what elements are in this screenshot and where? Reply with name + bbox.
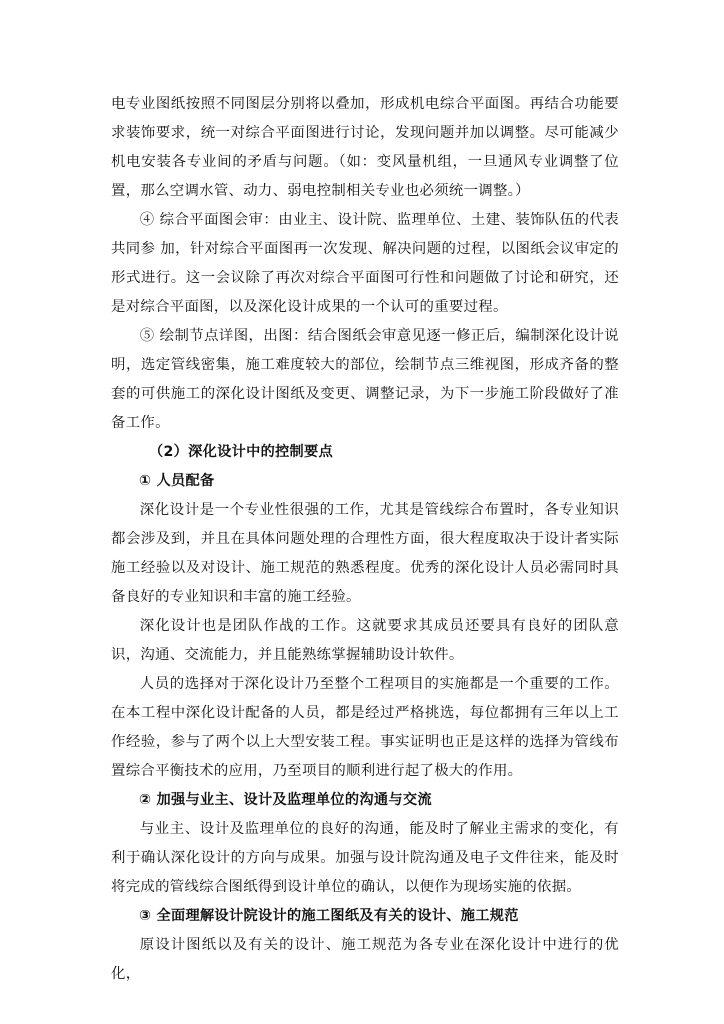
paragraph: ⑤ 绘制节点详图，出图：结合图纸会审意见逐一修正后，编制深化设计说明，选定管线密集，施工难度较大的部位，绘制节点三维视图，形成齐备的整套的可供施工的深化设计图纸及变更、调整记录，为下一步施工阶段做好了准备工作。 bbox=[111, 328, 619, 431]
subsection-heading: ③ 全面理解设计院设计的施工图纸及有关的设计、施工规范 bbox=[139, 908, 519, 924]
paragraph: 人员的选择对于深化设计乃至整个工程项目的实施都是一个重要的工作。在本工程中深化设计配备的人员，都是经过严格挑选，每位都拥有三年以上工作经验，参与了两个以上大型安装工程。事实证明也正是这样的选择为管线布置综合平衡技术的应用，乃至项目的顺利进行起了极大的作用。 bbox=[111, 676, 619, 779]
paragraph: 与业主、设计及监理单位的良好的沟通，能及时了解业主需求的变化，有利于确认深化设计的方向与成果。加强与设计院沟通及电子文件往来，能及时将完成的管线综合图纸得到设计单位的确认，以便作为现场实施的依据。 bbox=[111, 821, 619, 895]
document-body bbox=[111, 90, 619, 989]
subsection-heading: ② 加强与业主、设计及监理单位的沟通与交流 bbox=[139, 792, 432, 808]
paragraph: 电专业图纸按照不同图层分别将以叠加，形成机电综合平面图。再结合功能要求装饰要求，统一对综合平面图进行讨论，发现问题并加以调整。尽可能减少机电安装各专业间的矛盾与问题。（如：变风量机组，一旦通风专业调整了位置，那么空调水管、动力、弱电控制相关专业也必须统一调整。） bbox=[111, 96, 619, 199]
section-heading: （2）深化设计中的控制要点 bbox=[149, 444, 334, 460]
paragraph: 原设计图纸以及有关的设计、施工规范为各专业在深化设计中进行的优化， bbox=[111, 937, 619, 982]
paragraph: 深化设计是一个专业性很强的工作，尤其是管线综合布置时，各专业知识都会涉及到，并且在具体问题处理的合理性方面，很大程度取决于设计者实际施工经验以及对设计、施工规范的熟悉程度。优秀的深化设计人员必需同时具备良好的专业知识和丰富的施工经验。 bbox=[111, 502, 619, 605]
subsection-heading: ① 人员配备 bbox=[139, 473, 215, 489]
paragraph: 深化设计也是团队作战的工作。这就要求其成员还要具有良好的团队意识，沟通、交流能力，并且能熟练掌握辅助设计软件。 bbox=[111, 618, 619, 663]
paragraph: ④ 综合平面图会审：由业主、设计院、监理单位、土建、装饰队伍的代表共同参 加，针对综合平面图再一次发现、解决问题的过程，以图纸会议审定的形式进行。这一会议除了再次对综合平面图可行性和问题做了讨论和研究，还是对综合平面图，以及深化设计成果的一个认可的重要过程。 bbox=[111, 212, 619, 315]
